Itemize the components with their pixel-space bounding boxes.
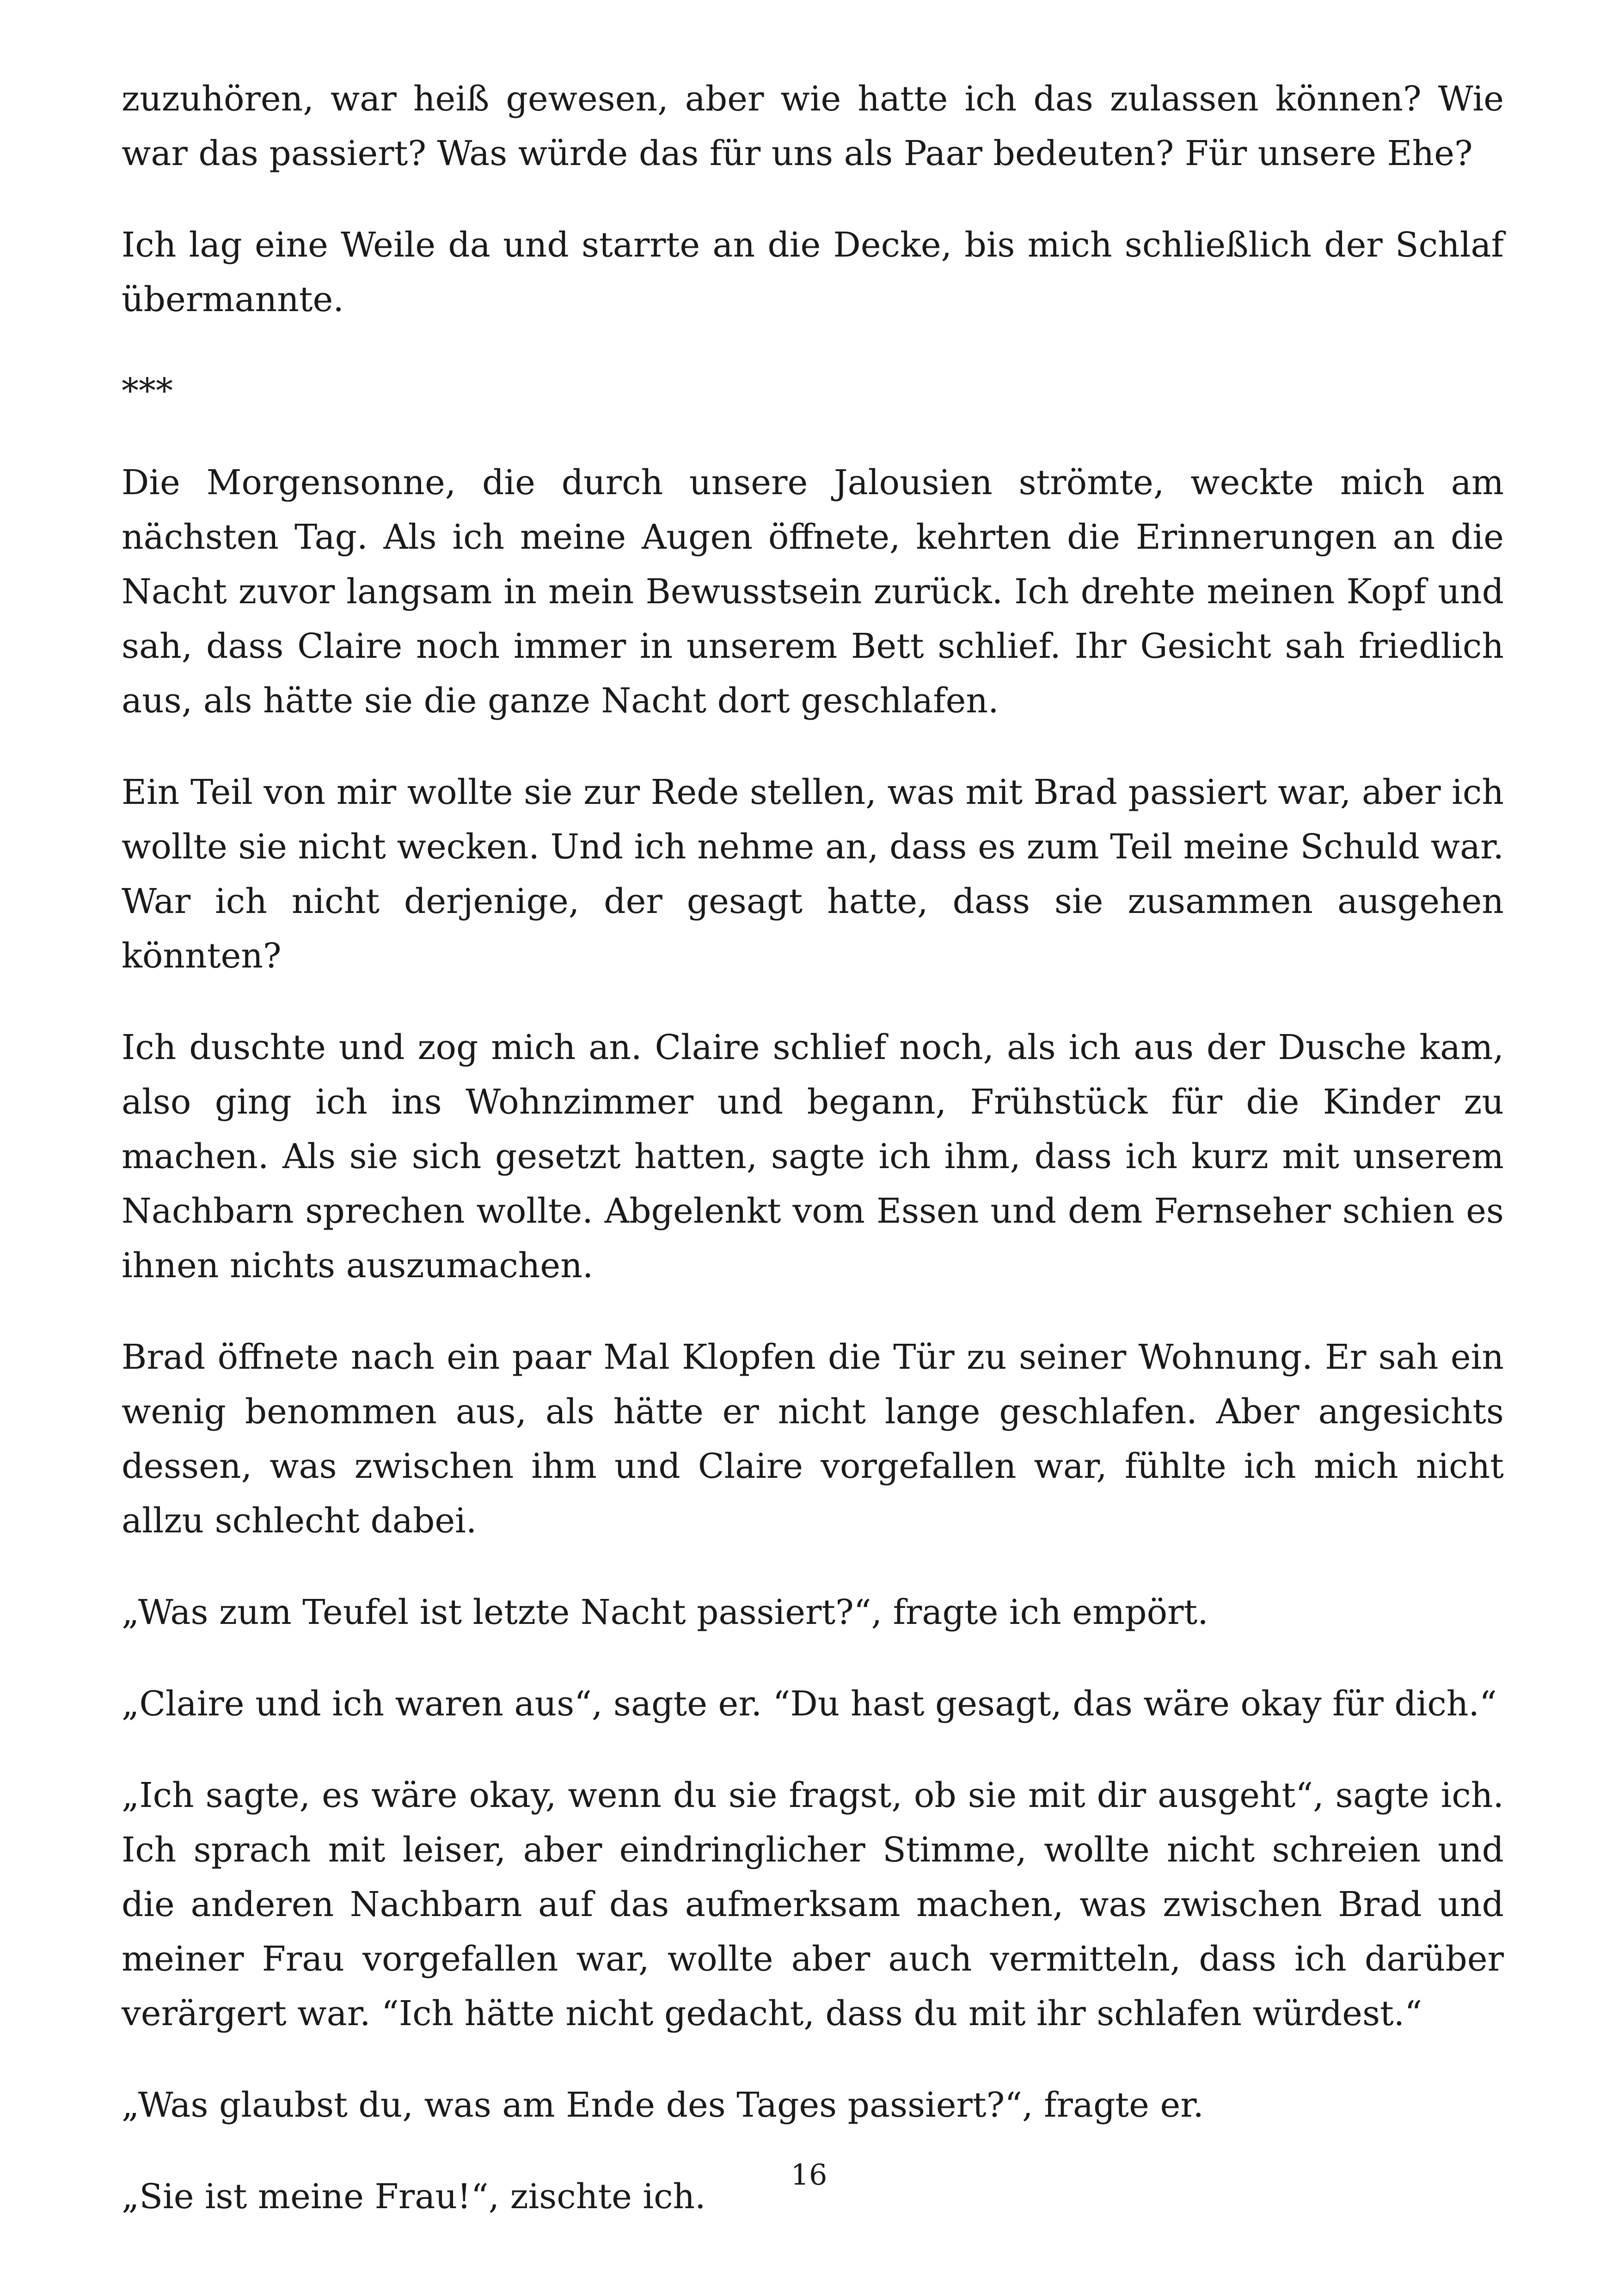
paragraph-2: Ich lag eine Weile da und starrte an die Decke, bis mich schließlich der Schlaf übermannte. (122, 225, 1504, 319)
section-separator: *** (122, 371, 173, 411)
paragraph-4: Ein Teil von mir wollte sie zur Rede stellen, was mit Brad passiert war, aber ich wollte sie nicht wecken. Und ich nehme an, dass es zum Teil meine Schuld war. War ich nicht derjenige, der gesagt hatte, dass sie zusammen ausgehen könnten? (122, 772, 1504, 976)
paragraph-10: „Was glaubst du, was am Ende des Tages passiert?“, fragte er. (122, 2085, 1204, 2125)
paragraph-3: Die Morgensonne, die durch unsere Jalousien strömte, weckte mich am nächsten Tag. Als ich meine Augen öffnete, kehrten die Erinnerungen an die Nacht zuvor langsam in mein Bewusstsein zurück. Ich drehte meinen Kopf und sah, dass Claire noch immer in unserem Bett schlief. Ihr Gesicht sah friedlich aus, als hätte sie die ganze Nacht dort geschlafen. (122, 463, 1504, 721)
paragraph-11: „Sie ist meine Frau!“, zischte ich. (122, 2177, 706, 2216)
paragraph-1: zuzuhören, war heiß gewesen, aber wie hatte ich das zulassen können? Wie war das passiert? Was würde das für uns als Paar bedeuten? Für unsere Ehe? (122, 79, 1504, 173)
paragraph-5: Ich duschte und zog mich an. Claire schlief noch, als ich aus der Dusche kam, also ging ich ins Wohnzimmer und begann, Frühstück für die Kinder zu machen. Als sie sich gesetzt hatten, sagte ich ihm, dass ich kurz mit unserem Nachbarn sprechen wollte. Abgelenkt vom Essen und dem Fernseher schien es ihnen nichts auszumachen. (122, 1028, 1504, 1286)
paragraph-7: „Was zum Teufel ist letzte Nacht passiert?“, fragte ich empört. (122, 1592, 1208, 1632)
paragraph-8: „Claire und ich waren aus“, sagte er. “Du hast gesagt, das wäre okay für dich.“ (122, 1684, 1497, 1724)
paragraph-9: „Ich sagte, es wäre okay, wenn du sie fragst, ob sie mit dir ausgeht“, sagte ich. Ich sprach mit leiser, aber eindringlicher Stimme, wollte nicht schreien und die anderen Nachbarn auf das aufmerksam machen, was zwischen Brad und meiner Frau vorgefallen war, wollte aber auch vermitteln, dass ich darüber verärgert war. “Ich hätte nicht gedacht, dass du mit ihr schlafen würdest.“ (122, 1776, 1504, 2033)
page-number: 16 (791, 2158, 827, 2192)
body-text (122, 72, 1504, 2261)
paragraph-6: Brad öffnete nach ein paar Mal Klopfen die Tür zu seiner Wohnung. Er sah ein wenig benommen aus, als hätte er nicht lange geschlafen. Aber angesichts dessen, was zwischen ihm und Claire vorgefallen war, fühlte ich mich nicht allzu schlecht dabei. (122, 1337, 1504, 1541)
